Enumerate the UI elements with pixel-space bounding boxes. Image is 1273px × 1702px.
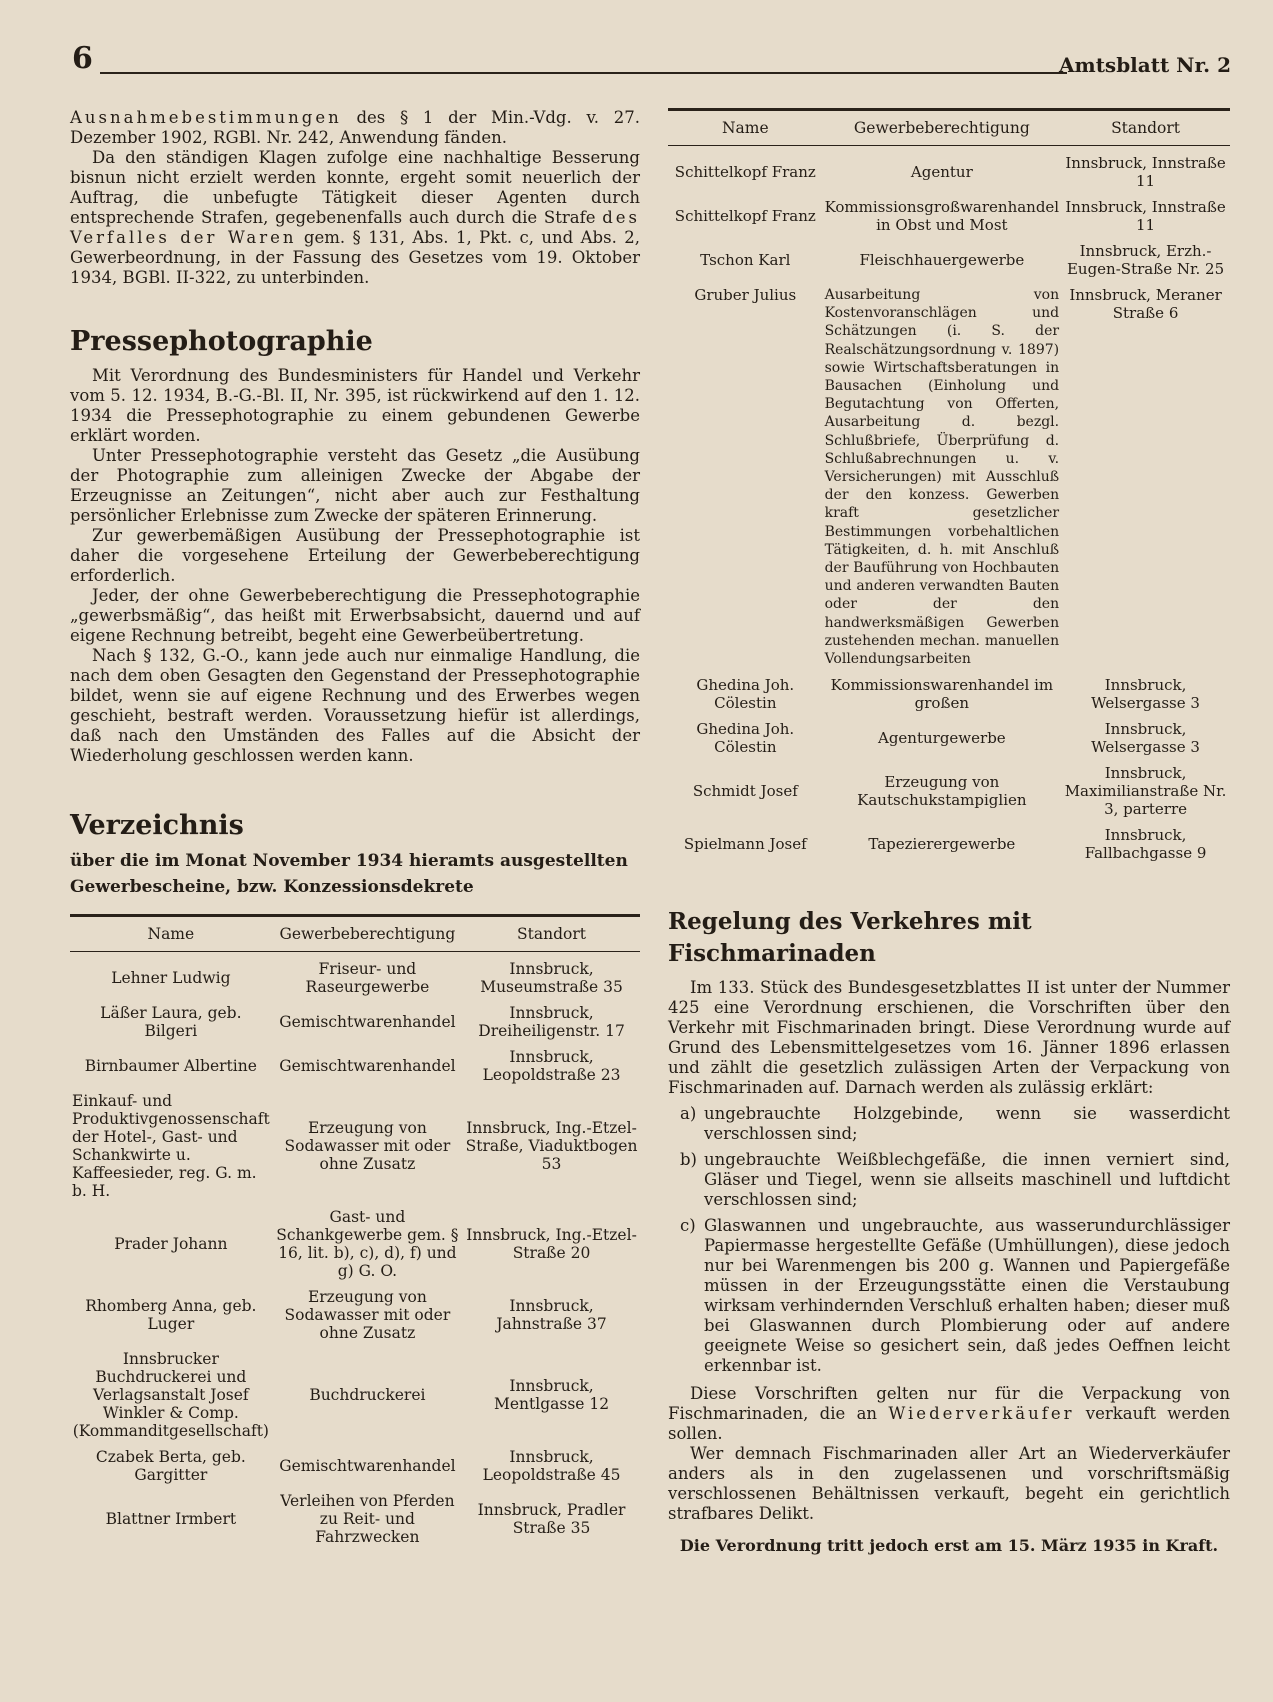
table-row	[70, 1488, 640, 1550]
cell-name: Czabek Berta, geb. Gargitter	[95, 1448, 246, 1484]
table-row	[668, 672, 1230, 716]
col-header-name: Name	[721, 119, 769, 137]
cell-gewerbe: Kommissionsgroßwarenhandel in Obst und Most	[824, 198, 1060, 234]
table-row	[70, 1346, 640, 1444]
cell-gewerbe: Agenturgewerbe	[878, 729, 1006, 748]
list-item-text: ungebrauchte Holzgebinde, wenn sie wasserdicht verschlossen sind;	[704, 1104, 1230, 1144]
intro-text: des § 1 der Min.-Vdg. v. 27. Dezember 1902, RGBl. Nr. 242, Anwendung fänden.	[70, 108, 641, 147]
list-item-label: a)	[680, 1104, 697, 1124]
table-row	[70, 1204, 640, 1284]
table-row	[668, 194, 1230, 238]
fisch-text-a: Diese Vorschriften gelten nur für die Verpackung von Fischmarinaden, die an	[668, 1384, 1230, 1424]
cell-gewerbe: Erzeugung von Sodawasser mit oder ohne Zusatz	[284, 1119, 451, 1173]
list-item	[668, 1216, 1230, 1376]
verzeichnis-subheading: über die im Monat November 1934 hieramts ausgestellten Gewerbescheine, bzw. Konzessionsdekrete	[70, 851, 628, 897]
fisch-text-b: verkauft werden sollen.	[668, 1404, 1231, 1444]
presse-heading: Pressephotographie	[70, 326, 373, 357]
cell-standort: Innsbruck, Pradler Straße 35	[477, 1501, 626, 1537]
cell-standort: Innsbruck, Leopoldstraße 23	[482, 1048, 621, 1084]
table-row	[70, 1284, 640, 1346]
col-header-name: Name	[147, 925, 195, 943]
fisch-spaced-text: Wiederverkäufer	[888, 1404, 1075, 1424]
fisch-paragraph-1: Im 133. Stück des Bundesgesetzblattes II ist unter der Nummer 425 eine Verordnung erschienen, die Vorschriften über den Verkehr mit Fischmarinaden bringt. Diese Verordnung wurde auf Grund des Lebensmittelgesetzes vom 16. Jänner 1896 erlassen und zählt die gesetzlich zulässigen Arten der Verpackung von Fischmarinaden auf. Darnach werden als zulässig erklärt:	[668, 978, 1230, 1098]
cell-name: Einkauf- und Produktivgenossenschaft der Hotel-, Gast- und Schankwirte u. Kaffeesieder, reg. G. m. b. H.	[72, 1092, 270, 1200]
table-row	[70, 956, 640, 1000]
cell-name: Schittelkopf Franz	[674, 163, 816, 181]
cell-name: Prader Johann	[114, 1235, 228, 1253]
cell-standort: Innsbruck, Dreiheiligenstr. 17	[478, 1004, 625, 1040]
cell-name: Schmidt Josef	[692, 782, 798, 801]
list-item-text: ungebrauchte Weißblechgefäße, die innen verniert sind, Gläser und Tiegel, wenn sie allseits maschinell und luftdicht verschlossen sind;	[704, 1150, 1230, 1210]
cell-standort: Innsbruck, Ing.-Etzel-Straße, Viaduktbogen 53	[465, 1119, 638, 1173]
cell-name: Lehner Ludwig	[111, 969, 231, 987]
cell-gewerbe: Buchdruckerei	[309, 1386, 426, 1404]
cell-standort: Innsbruck, Maximilianstraße Nr. 3, parterre	[1064, 764, 1227, 819]
cell-name: Blattner Irmbert	[105, 1510, 237, 1528]
intro-paragraph-1	[70, 108, 640, 148]
cell-name: Ghedina Joh. Cölestin	[696, 676, 795, 713]
list-item	[668, 1150, 1230, 1210]
cell-gewerbe: Gemischtwarenhandel	[279, 1013, 456, 1031]
fisch-list	[668, 1104, 1230, 1376]
cell-gewerbe: Friseur- und Raseurgewerbe	[305, 960, 430, 996]
cell-standort: Innsbruck, Innstraße 11	[1065, 154, 1226, 190]
list-item-text: Glaswannen und ungebrauchte, aus wasserundurchlässiger Papiermasse hergestellte Gefäße (Umhüllungen), diese jedoch nur bei Warenmengen bis 200 g. Wannen und Papiergefäße müssen in der Erzeugungsstätte einen die Verstaubung wirksam verhindernden Verschluß erhalten haben; dieser muß bei Glaswannen durch Plombierung oder auf andere geeignete Weise so gesichert sein, daß jedes Oeffnen leicht erkennbar ist.	[704, 1216, 1230, 1376]
col-header-standort: Standort	[1111, 119, 1181, 137]
fisch-paragraph-2	[668, 1384, 1230, 1444]
cell-name: Rhomberg Anna, geb. Luger	[85, 1297, 257, 1333]
list-item-label: c)	[680, 1216, 696, 1236]
table-row	[668, 822, 1230, 866]
issue-label: Amtsblatt Nr. 2	[1059, 53, 1231, 77]
presse-paragraph-4: Jeder, der ohne Gewerbeberechtigung die Pressephotographie „gewerbsmäßig“, das heißt mit Erwerbsabsicht, dauernd und auf eigene Rechnung betreibt, begeht eine Gewerbeübertretung.	[70, 586, 640, 645]
verzeichnis-heading: Verzeichnis	[70, 810, 244, 841]
presse-paragraph-1: Mit Verordnung des Bundesministers für Handel und Verkehr vom 5. 12. 1934, B.-G.-Bl. II, Nr. 395, ist rückwirkend auf den 1. 12. 1934 die Pressephotographie zu einem gebundenen Gewerbe erklärt worden.	[70, 366, 640, 445]
cell-standort: Innsbruck, Fallbachgasse 9	[1084, 826, 1207, 863]
cell-name: Schittelkopf Franz	[674, 207, 816, 225]
cell-name: Spielmann Josef	[683, 835, 807, 854]
table-row	[70, 1044, 640, 1088]
fisch-heading: Regelung des Verkehres mit Fischmarinaden	[668, 908, 1032, 968]
cell-gewerbe: Verleihen von Pferden zu Reit- und Fahrzwecken	[280, 1492, 455, 1546]
fisch-paragraph-3: Wer demnach Fischmarinaden aller Art an Wiederverkäufer anders als in den zugelassenen und vorschriftsmäßig verschlossenen Behältnissen verkauft, begeht ein gerichtlich strafbares Delikt.	[668, 1444, 1230, 1524]
list-item-label: b)	[680, 1150, 697, 1170]
table-row	[70, 1088, 640, 1204]
header-rule	[100, 72, 1067, 74]
cell-gewerbe: Tapezierergewerbe	[868, 835, 1016, 854]
cell-name: Gruber Julius	[694, 286, 797, 304]
table-row	[70, 1444, 640, 1488]
table-row	[668, 716, 1230, 760]
presse-paragraph-5: Nach § 132, G.-O., kann jede auch nur einmalige Handlung, die nach dem oben Gesagten den Gegenstand der Pressephotographie bildet, wenn sie auf eigene Rechnung und des Erwerbes wegen geschieht, bestraft werden. Voraussetzung hiefür ist allerdings, daß nach den Umständen des Falles auf die Absicht der Wiederholung geschlossen werden kann.	[70, 646, 640, 765]
cell-standort: Innsbruck, Erzh.-Eugen-Straße Nr. 25	[1066, 242, 1225, 278]
presse-paragraph-3: Zur gewerbemäßigen Ausübung der Pressephotographie ist daher die vorgesehene Erteilung der Gewerbeberechtigung erforderlich.	[70, 526, 640, 585]
table-row	[668, 238, 1230, 282]
intro-spaced-text-2: des Verfalles der Waren	[70, 208, 640, 247]
cell-name: Tschon Karl	[700, 251, 791, 269]
cell-name: Ghedina Joh. Cölestin	[696, 720, 795, 757]
cell-gewerbe: Erzeugung von Sodawasser mit oder ohne Zusatz	[284, 1288, 451, 1342]
cell-name: Birnbaumer Albertine	[84, 1057, 257, 1075]
page-number: 6	[72, 41, 93, 76]
intro-text-a: Da den ständigen Klagen zufolge eine nachhaltige Besserung bisnun nicht erzielt werden konnte, ergeht somit neuerlich der Auftrag, die unbefugte Tätigkeit dieser Agenten durch entsprechende Strafen, gegebenenfalls auch durch die Strafe	[70, 148, 640, 227]
register-table-left	[70, 914, 640, 1550]
cell-standort: Innsbruck, Innstraße 11	[1065, 198, 1226, 234]
col-header-gewerbe: Gewerbeberechtigung	[853, 119, 1030, 137]
col-header-standort: Standort	[517, 925, 587, 943]
cell-standort: Innsbruck, Jahnstraße 37	[496, 1297, 607, 1333]
register-table-right	[668, 108, 1230, 866]
presse-paragraph-2: Unter Pressephotographie versteht das Gesetz „die Ausübung der Photographie zum alleinigen Zwecke der Abgabe der Erzeugnisse an Zeitungen“, nicht aber auch zur Festhaltung persönlicher Erlebnisse zum Zwecke der späteren Erinnerung.	[70, 446, 640, 525]
cell-standort: Innsbruck, Ing.-Etzel-Straße 20	[466, 1226, 637, 1262]
cell-standort: Innsbruck, Mentlgasse 12	[493, 1377, 610, 1413]
cell-standort: Innsbruck, Museumstraße 35	[480, 960, 623, 996]
cell-standort: Innsbruck, Meraner Straße 6	[1069, 286, 1222, 322]
cell-standort: Innsbruck, Leopoldstraße 45	[482, 1448, 621, 1484]
table-row	[668, 760, 1230, 822]
table-row	[668, 282, 1230, 672]
cell-standort: Innsbruck, Welsergasse 3	[1091, 676, 1200, 713]
table-row	[668, 150, 1230, 194]
right-column	[668, 108, 1230, 1556]
cell-name: Läßer Laura, geb. Bilgeri	[100, 1004, 242, 1040]
cell-gewerbe: Ausarbeitung von Kostenvoranschlägen und Schätzungen (i. S. der Realschätzungsordnung v. 1897) sowie Wirtschaftsberatungen in Bausachen (Einholung und Begutachtung von Offerten, Ausarbeitung d. bezgl. Schlußbriefe, Überprüfung d. Schlußabrechnungen u. v. Versicherungen) mit Ausschluß der den konzess. Gewerben kraft gesetzlicher Bestimmungen vorbehaltlichen Tätigkeiten, d. h. mit Anschluß der Bauführung von Hochbauten und anderen verwandten Bauten oder der den handwerksmäßigen Gewerben zustehenden mechan. manuellen Vollendungsarbeiten	[824, 287, 1060, 668]
cell-gewerbe: Erzeugung von Kautschukstampiglien	[857, 773, 1027, 810]
cell-gewerbe: Gemischtwarenhandel	[279, 1457, 456, 1475]
left-column	[70, 108, 640, 1550]
cell-gewerbe: Gast- und Schankgewerbe gem. § 16, lit. b), c), d), f) und g) G. O.	[276, 1208, 459, 1280]
cell-gewerbe: Gemischtwarenhandel	[279, 1057, 456, 1075]
intro-spaced-text: Ausnahmebestimmungen	[70, 108, 342, 127]
cell-standort: Innsbruck, Welsergasse 3	[1091, 720, 1200, 757]
col-header-gewerbe: Gewerbeberechtigung	[279, 925, 456, 943]
cell-gewerbe: Agentur	[910, 163, 973, 181]
cell-name: Innsbrucker Buchdruckerei und Verlagsanstalt Josef Winkler & Comp. (Kommanditgesellschaft)	[72, 1350, 269, 1440]
intro-paragraph-2	[70, 148, 640, 288]
table-row	[70, 1000, 640, 1044]
cell-gewerbe: Kommissionswarenhandel im großen	[830, 676, 1054, 713]
cell-gewerbe: Fleischhauergewerbe	[859, 251, 1025, 269]
fisch-final-note: Die Verordnung tritt jedoch erst am 15. März 1935 in Kraft.	[679, 1536, 1219, 1556]
list-item	[668, 1104, 1230, 1144]
intro-text-b: gem. § 131, Abs. 1, Pkt. c, und Abs. 2, Gewerbeordnung, in der Fassung des Gesetzes vom 19. Oktober 1934, BGBl. II-322, zu unterbinden.	[70, 228, 640, 287]
